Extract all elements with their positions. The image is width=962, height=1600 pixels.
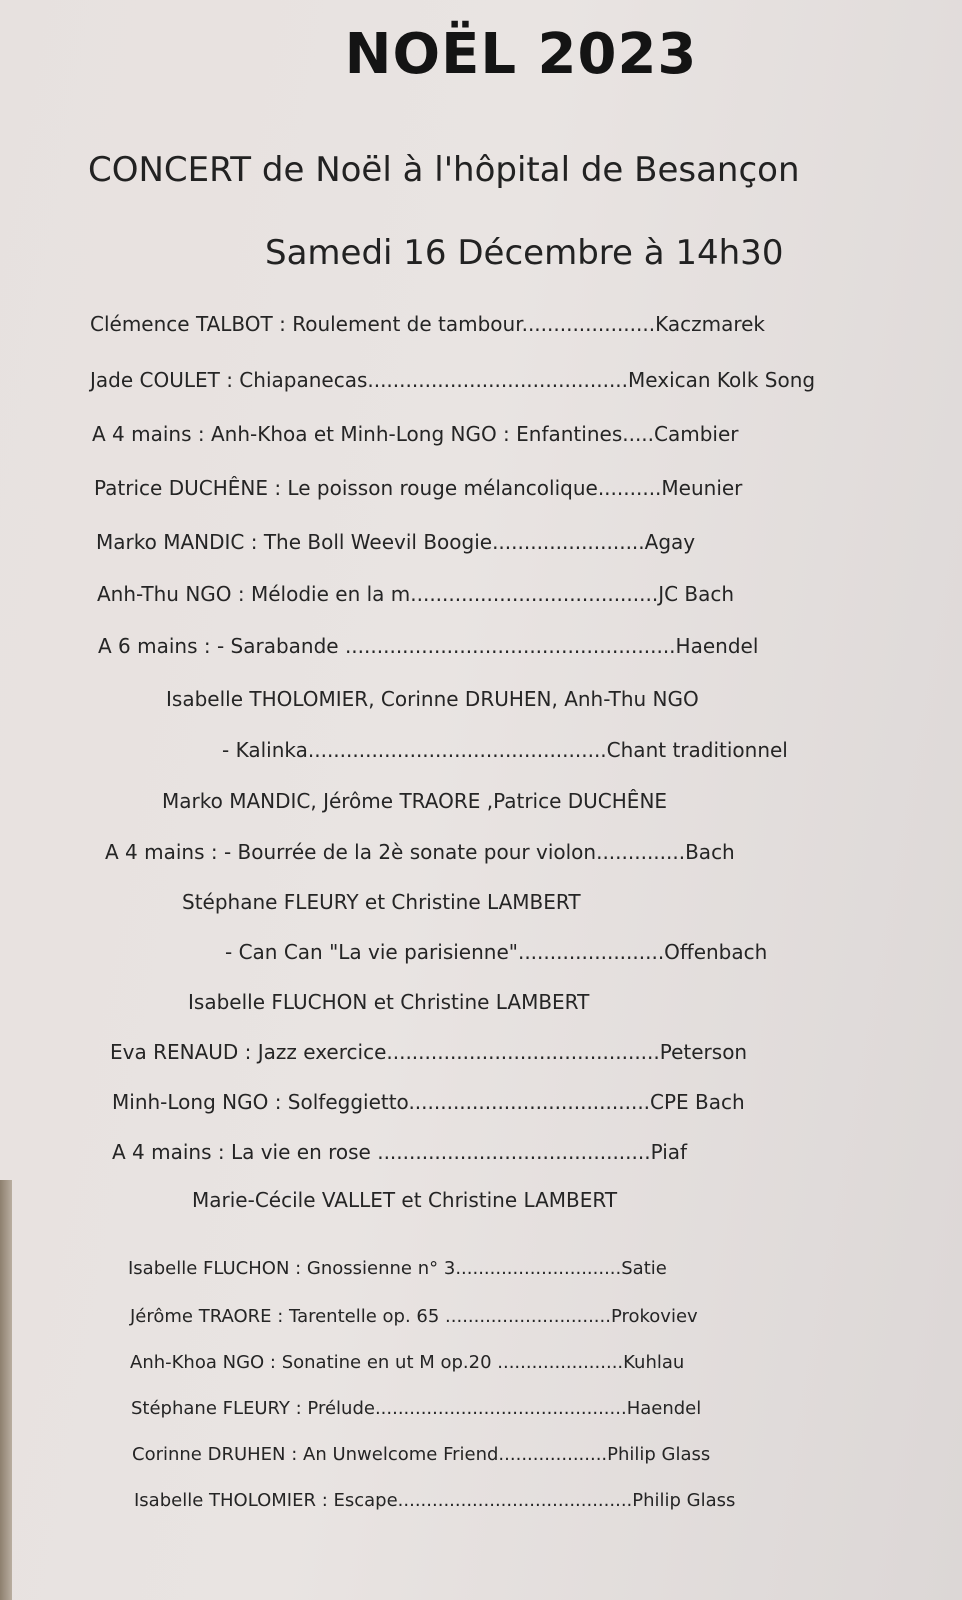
program-line: Jérôme TRAORE : Tarentelle op. 65 .............................Prokoviev [130, 1306, 698, 1327]
program-line: Anh-Khoa NGO : Sonatine en ut M op.20 ......................Kuhlau [130, 1352, 685, 1373]
program-line: Patrice DUCHÊNE : Le poisson rouge mélancolique..........Meunier [94, 476, 743, 500]
program-line: Marko MANDIC : The Boll Weevil Boogie........................Agay [96, 530, 696, 554]
program-line: - Kalinka...............................................Chant traditionnel [222, 738, 788, 762]
concert-subtitle: CONCERT de Noël à l'hôpital de Besançon [88, 150, 800, 190]
program-line: Clémence TALBOT : Roulement de tambour.....................Kaczmarek [90, 312, 766, 336]
program-line: Eva RENAUD : Jazz exercice...........................................Peterson [110, 1040, 748, 1064]
concert-date: Samedi 16 Décembre à 14h30 [265, 233, 784, 273]
program-line: Corinne DRUHEN : An Unwelcome Friend...................Philip Glass [132, 1444, 711, 1465]
program-line: - Can Can "La vie parisienne".......................Offenbach [225, 940, 768, 964]
performers-line: Isabelle THOLOMIER, Corinne DRUHEN, Anh-Thu NGO [166, 687, 699, 711]
program-line: Stéphane FLEURY : Prélude............................................Haendel [131, 1398, 702, 1419]
performers-line: Stéphane FLEURY et Christine LAMBERT [182, 890, 581, 914]
program-line: Isabelle THOLOMIER : Escape.........................................Philip Glass [134, 1490, 736, 1511]
program-line: A 4 mains : - Bourrée de la 2è sonate pour violon..............Bach [105, 840, 735, 864]
program-line: A 6 mains : - Sarabande ....................................................Haendel [98, 634, 759, 658]
performers-line: Isabelle FLUCHON et Christine LAMBERT [188, 990, 590, 1014]
program-line: Minh-Long NGO : Solfeggietto......................................CPE Bach [112, 1090, 745, 1114]
program-line: A 4 mains : La vie en rose ...........................................Piaf [112, 1140, 688, 1164]
program-line: A 4 mains : Anh-Khoa et Minh-Long NGO : Enfantines.....Cambier [92, 422, 739, 446]
poster-title: NOËL 2023 [344, 22, 698, 87]
performers-line: Marie-Cécile VALLET et Christine LAMBERT [192, 1188, 618, 1212]
program-line: Anh-Thu NGO : Mélodie en la m.......................................JC Bach [97, 582, 735, 606]
program-line: Isabelle FLUCHON : Gnossienne n° 3.............................Satie [128, 1258, 667, 1279]
performers-line: Marko MANDIC, Jérôme TRAORE ,Patrice DUCHÊNE [162, 789, 668, 813]
program-line: Jade COULET : Chiapanecas.........................................Mexican Kolk Song [90, 368, 816, 392]
